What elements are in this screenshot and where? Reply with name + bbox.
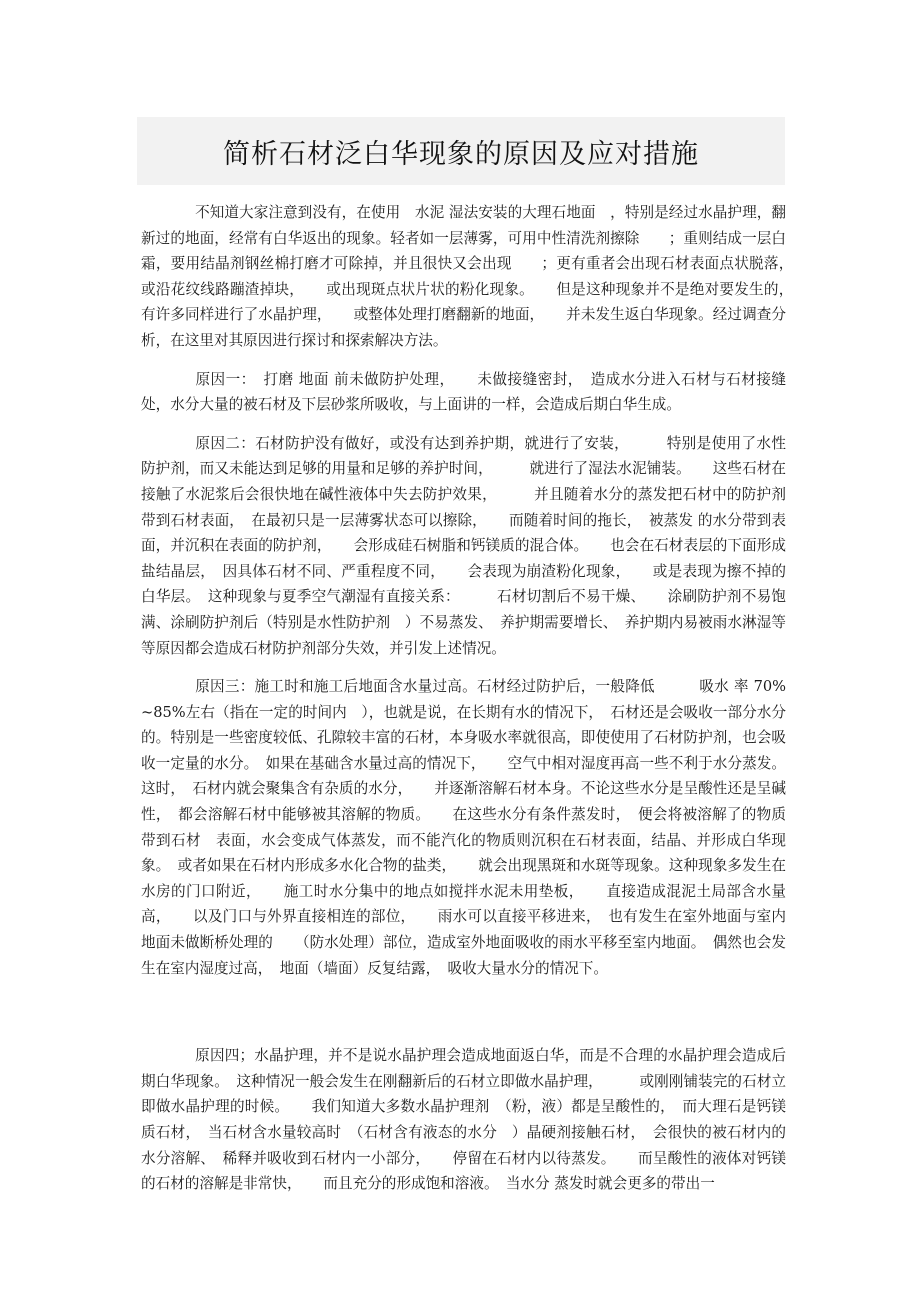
paragraph-text: 原因三：施工时和施工后地面含水量过高。石材经过防护后，一般降低 吸水 率 70%~85%左右（指在一定的时间内 ），也就是说，在长期有水的情况下， 石材还是会吸收一部分水分的。特别是一些密度较低、孔隙较丰富的石材，本身吸水率就很高，即使使用了石材防护剂，也会吸收一定量的水分。 如果在基础含水量过高的情况下， 空气中相对湿度再高一些不利于水分蒸发。这时， 石材内就会聚集含有杂质的水分， 并逐渐溶解石材本身。不论这些水分是呈酸性还是呈碱性， 都会溶解石材中能够被其溶解的物质。 在这些水分有条件蒸发时， 便会将被溶解了的物质带到石材 表面，水会变成气体蒸发，而不能汽化的物质则沉积在石材表面，结晶、并形成白华现象。 或者如果在石材内形成多水化合物的盐类， 就会出现黑斑和水斑等现象。这种现象多发生在水房的门口附近， 施工时水分集中的地点如搅拌水泥未用垫板， 直接造成混泥土局部含水量高， 以及门口与外界直接相连的部位， 雨水可以直接平移进来， 也有发生在室外地面与室内地面未做断桥处理的 （防水处理）部位，造成室外地面吸收的雨水平移至室内地面。 偶然也会发生在室内湿度过高， 地面（墙面）反复结露， 吸收大量水分的情况下。 <box>141 678 786 977</box>
paragraph-text: 原因一： 打磨 地面 前未做防护处理， 未做接缝密封， 造成水分进入石材与石材接缝处，水分大量的被石材及下层砂浆所吸收，与上面讲的一样，会造成后期白华生成。 <box>141 370 786 414</box>
paragraph-intro <box>141 200 801 354</box>
document-body <box>141 200 801 1210</box>
paragraph-cause-1 <box>141 367 786 418</box>
paragraph-cause-3 <box>141 674 786 981</box>
paragraph-text: 原因四；水晶护理，并不是说水晶护理会造成地面返白华，而是不合理的水晶护理会造成后期白华现象。 这种情况一般会发生在刚翻新后的石材立即做水晶护理， 或刚刚铺装完的石材立即做水晶护理的时候。 我们知道大多数水晶护理剂 （粉，液）都是呈酸性的， 而大理石是钙镁质石材， 当石材含水量较高时 （石材含有液态的水分 ）晶硬剂接触石材， 会很快的被石材内的水分溶解、 稀释并吸收到石材内一小部分， 停留在石材内以待蒸发。 而呈酸性的液体对钙镁的石材的溶解是非常快， 而且充分的形成饱和溶液。 当水分 蒸发时就会更多的带出一 <box>141 1047 786 1193</box>
title-banner <box>137 117 785 185</box>
paragraph-text: 不知道大家注意到没有，在使用 水泥 湿法安装的大理石地面 ，特别是经过水晶护理，翻新过的地面，经常有白华返出的现象。轻者如一层薄雾，可用中性清洗剂擦除 ；重则结成一层白霜，要用结晶剂钢丝棉打磨才可除掉，并且很快又会出现 ；更有重者会出现石材表面点状脱落， 或沿花纹线路蹦渣掉块， 或出现斑点状片状的粉化现象。 但是这种现象并不是绝对要发生的， 有许多同样进行了水晶护理， 或整体处理打磨翻新的地面， 并未发生返白华现象。经过调查分析，在这里对其原因进行探讨和探索解决方法。 <box>141 204 801 349</box>
page-title: 简析石材泛白华现象的原因及应对措施 <box>223 138 699 170</box>
paragraph-text: 原因二：石材防护没有做好，或没有达到养护期，就进行了安装， 特别是使用了水性防护剂，而又未能达到足够的用量和足够的养护时间， 就进行了湿法水泥铺装。 这些石材在接触了水泥浆后会很快地在碱性液体中失去防护效果， 并且随着水分的蒸发把石材中的防护剂带到石材表面， 在最初只是一层薄雾状态可以擦除， 而随着时间的拖长， 被蒸发 的水分带到表面，并沉积在表面的防护剂， 会形成硅石树脂和钙镁质的混合体。 也会在石材表层的下面形成盐结晶层， 因具体石材不同、严重程度不同， 会表现为崩渣粉化现象， 或是表现为擦不掉的白华层。 这种现象与夏季空气潮湿有直接关系： 石材切割后不易干燥、 涂刷防护剂不易饱满、涂刷防护剂后（特别是水性防护剂 ）不易蒸发、 养护期需要增长、 养护期内易被雨水淋湿等等原因都会造成石材防护剂部分失效，并引发上述情况。 <box>141 434 786 657</box>
paragraph-cause-4 <box>141 1043 786 1197</box>
paragraph-cause-2 <box>141 431 786 661</box>
